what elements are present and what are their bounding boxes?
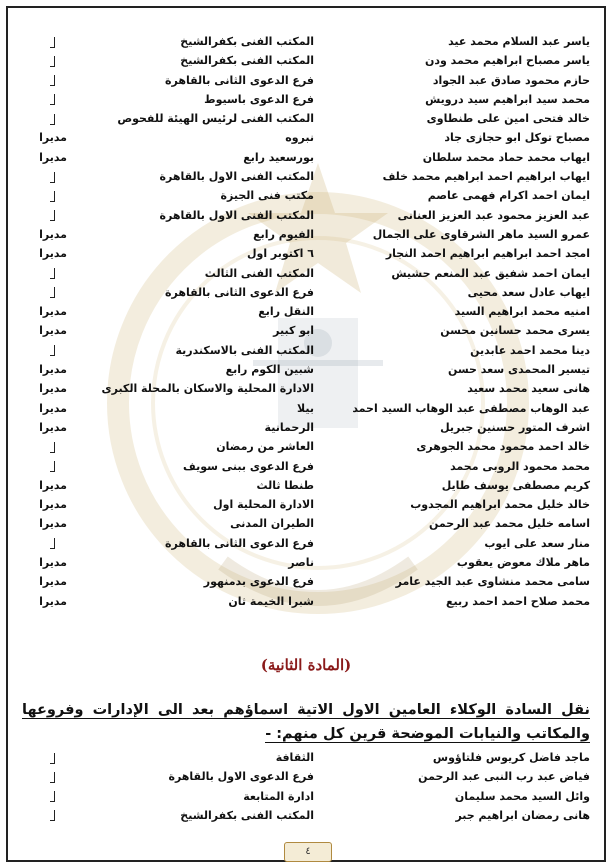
- destination: المكتب الفنى لرئيس الهيئة للفحوص: [117, 112, 314, 126]
- note-cell: مديرا: [39, 498, 67, 512]
- employee-name: عبد الوهاب مصطفى عبد الوهاب السيد احمد: [352, 401, 590, 415]
- document-page: [6, 6, 606, 862]
- list-item: [8, 32, 604, 51]
- destination: شبرا الخيمة ثان: [228, 594, 314, 608]
- employee-name: دينا محمد احمد عابدين: [470, 343, 590, 357]
- list-item: [8, 592, 604, 611]
- note-cell: [23, 206, 67, 225]
- list-item: [8, 360, 604, 379]
- employee-name: هانى رمضان ابراهيم جبر: [455, 808, 590, 822]
- employee-name: عبد العزيز محمود عبد العزيز العنانى: [397, 208, 590, 222]
- destination: فرع الدعوى ببنى سويف: [183, 459, 314, 473]
- list-item: [8, 514, 604, 533]
- note-cell: [23, 51, 67, 70]
- destination: المكتب الفنى الاول بالقاهرة: [159, 170, 314, 184]
- note-cell: [23, 341, 67, 360]
- destination: ادارة المتابعة: [243, 789, 314, 803]
- bracket-mark: [50, 114, 55, 125]
- employee-name: وائل السيد محمد سليمان: [454, 789, 590, 803]
- destination: فرع الدعوى الثانى بالقاهرة: [165, 536, 314, 550]
- destination: شبين الكوم رابع: [225, 363, 314, 377]
- destination: طنطا ثالث: [256, 478, 314, 492]
- employee-name: اسامه خليل محمد عبد الرحمن: [428, 517, 590, 531]
- employee-name: ايمان احمد اكرام فهمى عاصم: [427, 189, 590, 203]
- note-cell: [23, 186, 67, 205]
- employee-name: محمد سيد ابراهيم سيد درويش: [425, 92, 590, 106]
- bracket-mark: [50, 442, 55, 453]
- destination: المكتب الفنى الاول بالقاهرة: [159, 208, 314, 222]
- destination: فرع الدعوى باسيوط: [204, 92, 314, 106]
- employee-name: ايمان احمد شفيق عبد المنعم حشيش: [391, 266, 590, 280]
- employee-name: امجد احمد ابراهيم ابراهيم احمد النجار: [385, 247, 590, 261]
- note-cell: مديرا: [39, 324, 67, 338]
- destination: ٦ اكتوبر اول: [246, 247, 314, 261]
- bracket-mark: [50, 810, 55, 821]
- destination: المكتب الفنى بكفرالشيخ: [180, 54, 314, 68]
- note-cell: [23, 71, 67, 90]
- bracket-mark: [50, 345, 55, 356]
- list-item: [8, 553, 604, 572]
- employee-name: حازم محمود صادق عبد الجواد: [432, 73, 590, 87]
- list-item: [8, 418, 604, 437]
- employee-name: ياسر مصباح ابراهيم محمد ودن: [424, 54, 590, 68]
- bracket-mark: [50, 75, 55, 86]
- list-item: [8, 264, 604, 283]
- note-cell: [23, 787, 67, 806]
- note-cell: [23, 767, 67, 786]
- destination: الطيران المدنى: [230, 517, 314, 531]
- employee-name: ياسر عبد السلام محمد عيد: [448, 35, 590, 48]
- list-item: [8, 225, 604, 244]
- list-item: [8, 71, 604, 90]
- employee-name: محمد صلاح احمد احمد ربيع: [445, 594, 590, 608]
- note-cell: مديرا: [39, 556, 67, 570]
- list-item: [8, 437, 604, 456]
- destination: ناصر: [288, 556, 314, 570]
- list-item: [8, 148, 604, 167]
- list-item: [8, 321, 604, 340]
- employee-name: ايهاب ابراهيم احمد ابراهيم محمد خلف: [382, 170, 590, 184]
- article-paragraph: نقل السادة الوكلاء العامين الاول الاتية اسماؤهم بعد الى الإدارات وفروعها والمكاتب والنيابات الموضحة قرين كل منهم: -: [22, 702, 590, 742]
- employee-name: محمد محمود الروبى محمد: [450, 459, 590, 473]
- note-cell: مديرا: [39, 594, 67, 608]
- destination: الادارة المحلية والاسكان بالمحلة الكبرى: [101, 382, 314, 396]
- transfer-list: [8, 32, 604, 611]
- employee-name: عمرو السيد ماهر الشرقاوى على الجمال: [372, 227, 590, 241]
- note-cell: مديرا: [39, 575, 67, 589]
- note-cell: [23, 109, 67, 128]
- destination: مكتب فنى الجيزة: [220, 189, 314, 203]
- note-cell: [23, 167, 67, 186]
- bracket-mark: [50, 753, 55, 764]
- destination: الادارة المحلية اول: [213, 498, 314, 512]
- note-cell: [23, 32, 67, 51]
- list-item: [8, 572, 604, 591]
- note-cell: مديرا: [39, 420, 67, 434]
- bracket-mark: [50, 538, 55, 549]
- destination: فرع الدعوى الثانى بالقاهرة: [165, 73, 314, 87]
- destination: فرع الدعوى الاول بالقاهرة: [168, 770, 314, 784]
- list-item: [8, 457, 604, 476]
- bracket-mark: [50, 94, 55, 105]
- destination: العاشر من رمضان: [216, 440, 314, 454]
- destination: المكتب الفنى الثالث: [204, 266, 314, 280]
- list-item: [8, 244, 604, 263]
- employee-name: امنيه محمد ابراهيم السيد: [454, 305, 590, 319]
- list-item: [8, 302, 604, 321]
- note-cell: [23, 437, 67, 456]
- bracket-mark: [50, 772, 55, 783]
- note-cell: [23, 90, 67, 109]
- list-item: [8, 206, 604, 225]
- destination: الفيوم رابع: [253, 227, 314, 241]
- list-item: [8, 379, 604, 398]
- bracket-mark: [50, 56, 55, 67]
- list-item: [8, 51, 604, 70]
- list-item: [8, 283, 604, 302]
- note-cell: مديرا: [39, 247, 67, 261]
- employee-name: ماجد فاضل كريوس فلتاؤوس: [432, 751, 590, 764]
- employee-name: ايهاب عادل سعد محيى: [467, 285, 590, 299]
- bracket-mark: [50, 37, 55, 48]
- note-cell: [23, 264, 67, 283]
- list-item: [8, 167, 604, 186]
- destination: الرحمانية: [264, 420, 314, 434]
- note-cell: مديرا: [39, 382, 67, 396]
- bracket-mark: [50, 268, 55, 279]
- note-cell: [23, 748, 67, 767]
- list-item: [8, 495, 604, 514]
- list-item: [8, 128, 604, 147]
- employee-name: خالد خليل محمد ابراهيم المجدوب: [410, 498, 590, 512]
- destination: النقل رابع: [258, 305, 314, 319]
- note-cell: مديرا: [39, 363, 67, 377]
- note-cell: مديرا: [39, 227, 67, 241]
- note-cell: مديرا: [39, 131, 67, 145]
- employee-name: منار سعد على ايوب: [484, 536, 590, 550]
- note-cell: [23, 283, 67, 302]
- list-item: [8, 806, 604, 825]
- list-item: [8, 748, 604, 767]
- note-cell: [23, 806, 67, 825]
- note-cell: مديرا: [39, 517, 67, 531]
- destination: فرع الدعوى بدمنهور: [203, 575, 314, 589]
- employee-name: مصباح توكل ابو حجازى جاد: [444, 131, 590, 145]
- bracket-mark: [50, 172, 55, 183]
- list-item: [8, 534, 604, 553]
- list-item: [8, 767, 604, 786]
- destination: المكتب الفنى بالاسكندرية: [175, 343, 314, 357]
- destination: الثقافة: [275, 751, 314, 764]
- bracket-mark: [50, 287, 55, 298]
- employee-name: فياض عبد رب النبى عبد الرحمن: [418, 770, 590, 784]
- list-item: [8, 476, 604, 495]
- employee-name: خالد احمد محمود محمد الجوهرى: [416, 440, 590, 454]
- employee-name: كريم مصطفى يوسف طايل: [441, 478, 590, 492]
- note-cell: [23, 534, 67, 553]
- bracket-mark: [50, 461, 55, 472]
- employee-name: خالد فتحى امين على طنطاوى: [426, 112, 590, 126]
- list-item: [8, 109, 604, 128]
- note-cell: مديرا: [39, 150, 67, 164]
- employee-name: سامى محمد منشاوى عبد الجيد عامر: [395, 575, 590, 589]
- destination: المكتب الفنى بكفرالشيخ: [180, 35, 314, 48]
- bracket-mark: [50, 791, 55, 802]
- note-cell: مديرا: [39, 401, 67, 415]
- employee-name: يسرى محمد حسانين محسن: [440, 324, 590, 338]
- destination: بورسعيد رابع: [243, 150, 314, 164]
- bracket-mark: [50, 210, 55, 221]
- destination: ابو كبير: [273, 324, 314, 338]
- employee-name: هانى سعيد محمد سعيد: [467, 382, 590, 396]
- list-item: [8, 186, 604, 205]
- note-cell: مديرا: [39, 478, 67, 492]
- destination: بيلا: [297, 401, 314, 415]
- list-item: [8, 90, 604, 109]
- employee-name: تيسير المحمدى سعد حسن: [447, 363, 590, 377]
- list-item: [8, 787, 604, 806]
- note-cell: [23, 457, 67, 476]
- employee-name: ايهاب محمد حماد محمد سلطان: [422, 150, 590, 164]
- destination: المكتب الفنى بكفرالشيخ: [180, 808, 314, 822]
- page-number: ٤: [284, 842, 332, 862]
- destination: فرع الدعوى الثانى بالقاهرة: [165, 285, 314, 299]
- employee-name: ماهر ملاك معوض يعقوب: [456, 556, 590, 570]
- destination: نبروه: [285, 131, 314, 145]
- note-cell: مديرا: [39, 305, 67, 319]
- employee-name: اشرف المتور حسنين جبريل: [440, 420, 590, 434]
- transfer-list-secondary: [8, 748, 604, 825]
- list-item: [8, 341, 604, 360]
- bracket-mark: [50, 191, 55, 202]
- section-title: (المادة الثانية): [260, 656, 352, 674]
- list-item: [8, 399, 604, 418]
